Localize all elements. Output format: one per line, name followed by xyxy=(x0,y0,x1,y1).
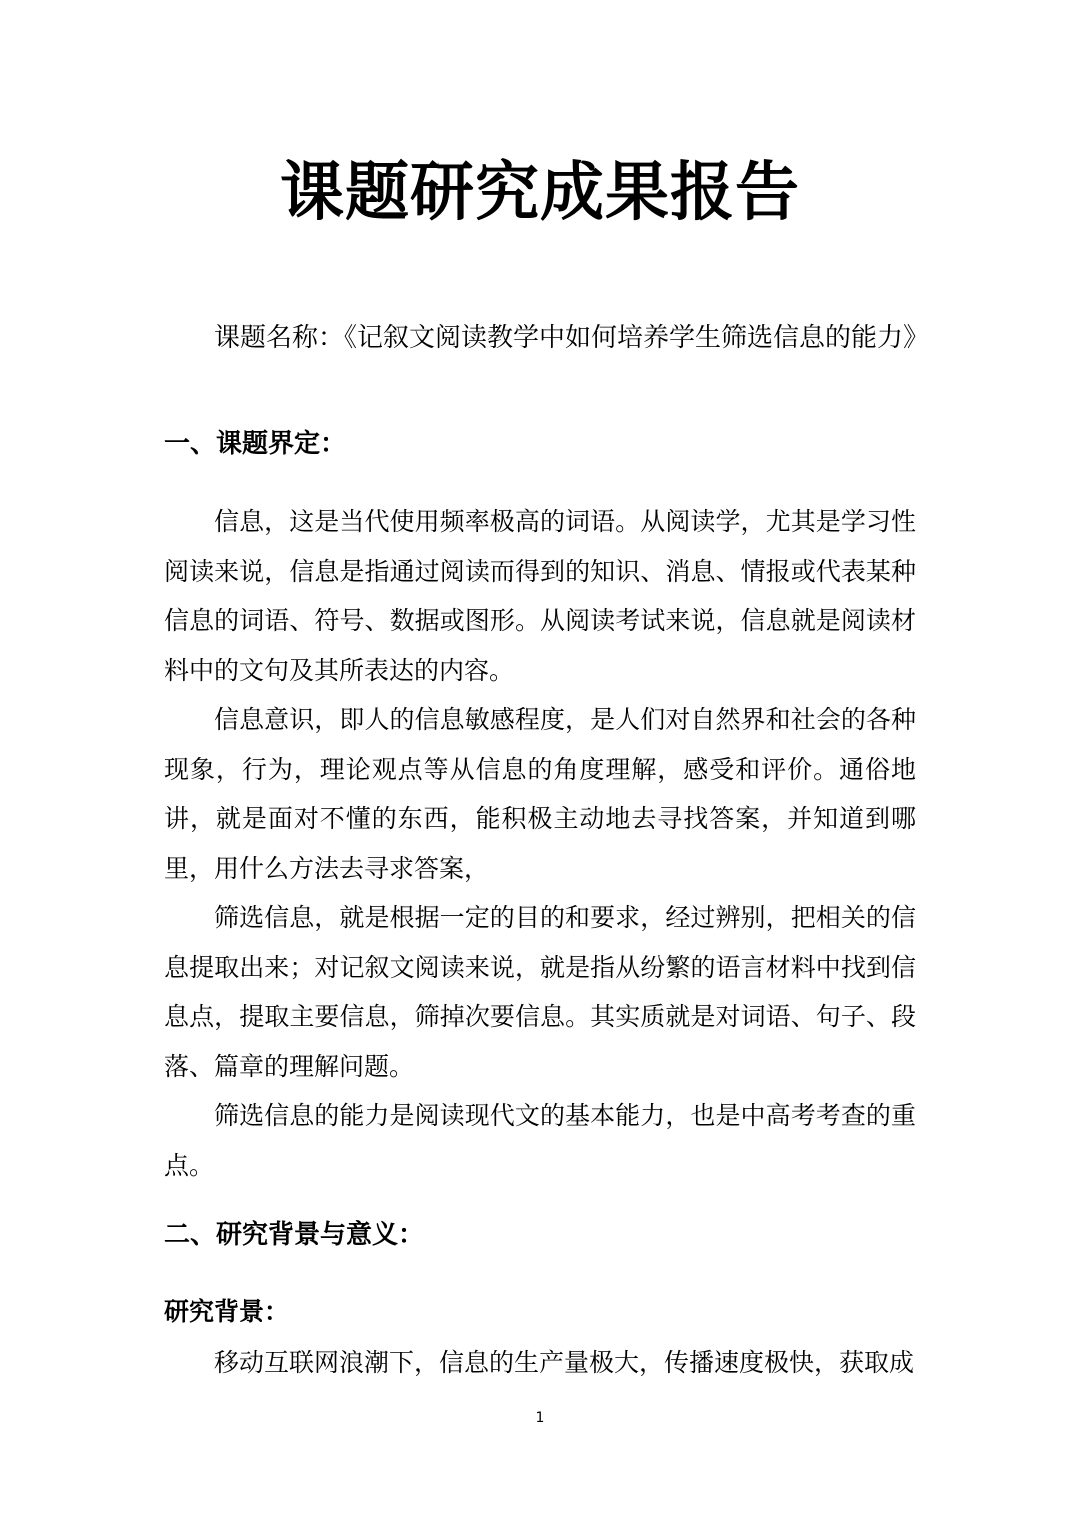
subheading-research-background: 研究背景： xyxy=(164,1297,290,1326)
section-heading-background: 二、研究背景与意义： xyxy=(164,1220,425,1250)
paragraph: 筛选信息，就是根据一定的目的和要求，经过辨别，把相关的信息提取出来；对记叙文阅读来说，就是指从纷繁的语言材料中找到信息点，提取主要信息，筛掉次要信息。其实质就是对词语、句子、段落、篇章的理解问题。 xyxy=(164,903,916,1081)
document-title: 课题研究成果报告 xyxy=(280,156,800,230)
subject-line: 课题名称：《记叙文阅读教学中如何培养学生筛选信息的能力》 xyxy=(214,323,930,353)
section-heading-definition: 一、课题界定： xyxy=(164,429,347,459)
paragraph: 信息，这是当代使用频率极高的词语。从阅读学，尤其是学习性阅读来说，信息是指通过阅读而得到的知识、消息、情报或代表某种信息的词语、符号、数据或图形。从阅读考试来说，信息就是阅读材料中的文句及其所表达的内容。 xyxy=(164,507,916,685)
paragraph: 信息意识，即人的信息敏感程度，是人们对自然界和社会的各种现象，行为，理论观点等从信息的角度理解，感受和评价。通俗地讲，就是面对不懂的东西，能积极主动地去寻找答案，并知道到哪里，用什么方法去寻求答案， xyxy=(164,705,916,883)
paragraph: 筛选信息的能力是阅读现代文的基本能力，也是中高考考查的重点。 xyxy=(164,1101,916,1180)
page-number: 1 xyxy=(535,1410,545,1426)
paragraph: 移动互联网浪潮下，信息的生产量极大，传播速度极快，获取成 xyxy=(214,1348,915,1377)
